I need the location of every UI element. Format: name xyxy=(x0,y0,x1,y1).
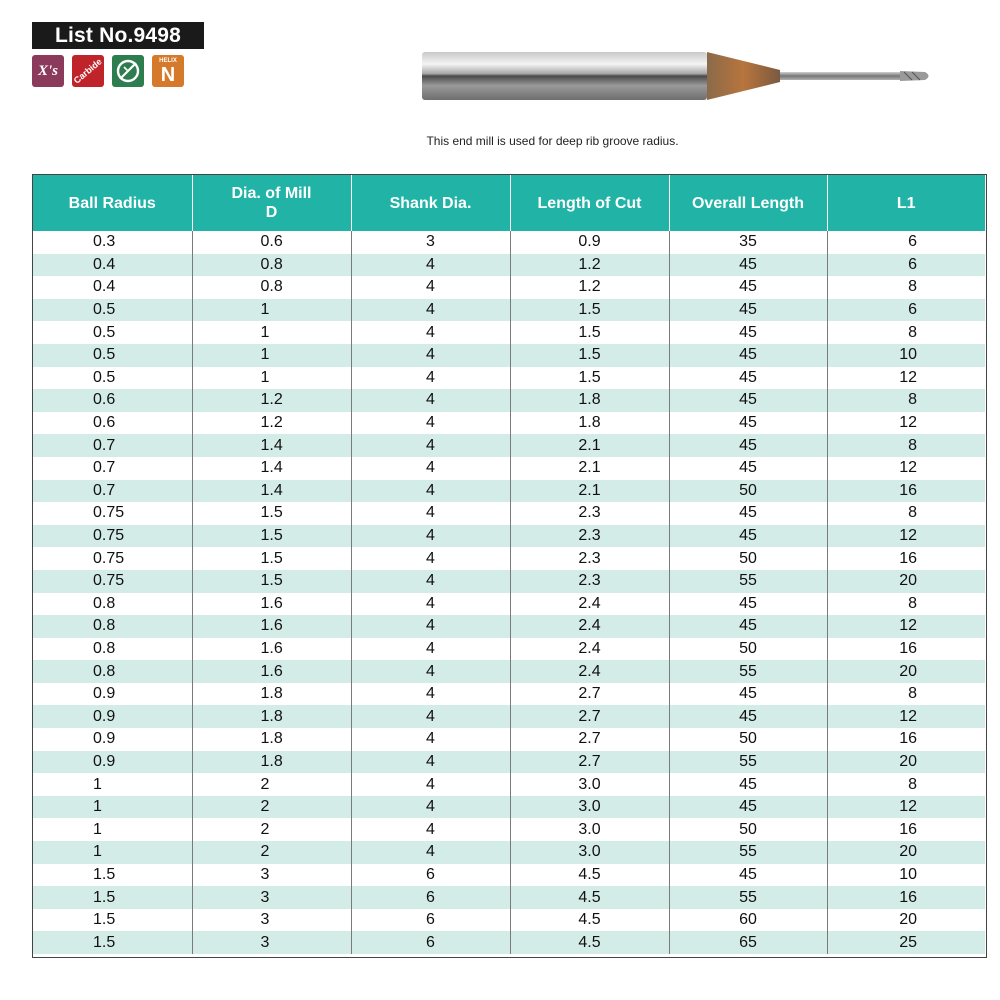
table-cell: 50 xyxy=(669,818,827,841)
table-cell: 4.5 xyxy=(510,931,669,954)
table-cell: 1 xyxy=(33,773,192,796)
table-cell: 0.8 xyxy=(33,638,192,661)
table-cell: 0.5 xyxy=(33,344,192,367)
table-cell: 3 xyxy=(192,864,351,887)
table-cell: 50 xyxy=(669,728,827,751)
table-cell: 8 xyxy=(827,683,985,706)
table-cell: 4 xyxy=(351,344,510,367)
table-row xyxy=(33,728,985,751)
table-row xyxy=(33,864,985,887)
table-cell: 1 xyxy=(192,344,351,367)
table-cell: 16 xyxy=(827,638,985,661)
table-cell: 6 xyxy=(827,254,985,277)
table-cell: 12 xyxy=(827,412,985,435)
table-row xyxy=(33,254,985,277)
table-cell: 4 xyxy=(351,525,510,548)
table-cell: 2.1 xyxy=(510,434,669,457)
table-row xyxy=(33,615,985,638)
table-cell: 6 xyxy=(351,909,510,932)
table-cell: 3.0 xyxy=(510,841,669,864)
table-row xyxy=(33,480,985,503)
table-cell: 2.7 xyxy=(510,751,669,774)
table-cell: 20 xyxy=(827,751,985,774)
table-cell: 0.9 xyxy=(33,705,192,728)
table-cell: 50 xyxy=(669,480,827,503)
table-cell: 2.1 xyxy=(510,480,669,503)
table-cell: 45 xyxy=(669,321,827,344)
carbide-icon xyxy=(72,55,104,87)
table-cell: 4 xyxy=(351,434,510,457)
table-cell: 1.5 xyxy=(192,570,351,593)
list-number-label: List No.9498 xyxy=(32,22,204,49)
table-cell: 4 xyxy=(351,660,510,683)
table-cell: 4 xyxy=(351,683,510,706)
column-header-label: Overall Length xyxy=(691,194,805,212)
table-cell: 2.3 xyxy=(510,525,669,548)
table-cell: 4.5 xyxy=(510,909,669,932)
table-row xyxy=(33,231,985,254)
table-cell: 0.3 xyxy=(33,231,192,254)
table-cell: 1.5 xyxy=(33,931,192,954)
table-cell: 0.9 xyxy=(33,751,192,774)
usage-caption: This end mill is used for deep rib groove radius. xyxy=(426,134,679,148)
table-cell: 16 xyxy=(827,547,985,570)
table-cell: 45 xyxy=(669,773,827,796)
table-row xyxy=(33,344,985,367)
table-cell: 0.8 xyxy=(192,254,351,277)
table-cell: 45 xyxy=(669,615,827,638)
table-cell: 1.8 xyxy=(510,412,669,435)
table-cell: 50 xyxy=(669,547,827,570)
table-row xyxy=(33,751,985,774)
table-cell: 0.75 xyxy=(33,525,192,548)
table-row xyxy=(33,321,985,344)
table-cell: 2.4 xyxy=(510,593,669,616)
table-cell: 2.7 xyxy=(510,728,669,751)
table-cell: 1.4 xyxy=(192,480,351,503)
table-cell: 4 xyxy=(351,796,510,819)
table-cell: 4 xyxy=(351,818,510,841)
table-row xyxy=(33,570,985,593)
table-cell: 0.75 xyxy=(33,502,192,525)
table-row xyxy=(33,434,985,457)
table-cell: 45 xyxy=(669,796,827,819)
column-header-sublabel: D xyxy=(265,204,278,221)
table-cell: 12 xyxy=(827,525,985,548)
table-cell: 45 xyxy=(669,276,827,299)
table-row xyxy=(33,660,985,683)
table-cell: 0.5 xyxy=(33,367,192,390)
table-cell: 12 xyxy=(827,796,985,819)
coating-icon xyxy=(112,55,144,87)
table-cell: 1.6 xyxy=(192,593,351,616)
column-header-label: Ball Radius xyxy=(68,194,156,212)
table-cell: 4 xyxy=(351,276,510,299)
table-cell: 0.9 xyxy=(33,728,192,751)
table-cell: 45 xyxy=(669,502,827,525)
table-cell: 1.6 xyxy=(192,660,351,683)
table-cell: 1.5 xyxy=(33,886,192,909)
end-mill-illustration xyxy=(420,48,940,108)
table-cell: 2.4 xyxy=(510,615,669,638)
table-cell: 1 xyxy=(33,818,192,841)
table-cell: 1.2 xyxy=(510,254,669,277)
table-cell: 2.3 xyxy=(510,547,669,570)
table-cell: 1.8 xyxy=(192,705,351,728)
table-cell: 2 xyxy=(192,841,351,864)
table-cell: 2.3 xyxy=(510,570,669,593)
helix-badge-small-text: HELIX xyxy=(159,58,177,64)
table-cell: 4 xyxy=(351,457,510,480)
table-cell: 4 xyxy=(351,321,510,344)
table-cell: 4 xyxy=(351,615,510,638)
column-header-label: Shank Dia. xyxy=(389,194,472,212)
table-cell: 1 xyxy=(192,367,351,390)
table-row xyxy=(33,773,985,796)
table-cell: 10 xyxy=(827,864,985,887)
table-cell: 4 xyxy=(351,841,510,864)
table-cell: 4.5 xyxy=(510,864,669,887)
table-cell: 12 xyxy=(827,615,985,638)
table-cell: 8 xyxy=(827,773,985,796)
table-cell: 25 xyxy=(827,931,985,954)
table-cell: 55 xyxy=(669,570,827,593)
table-cell: 8 xyxy=(827,593,985,616)
table-cell: 1.5 xyxy=(33,909,192,932)
table-cell: 45 xyxy=(669,299,827,322)
table-cell: 16 xyxy=(827,818,985,841)
table-cell: 0.8 xyxy=(192,276,351,299)
table-row xyxy=(33,931,985,954)
table-cell: 55 xyxy=(669,660,827,683)
table-cell: 1.2 xyxy=(192,412,351,435)
table-cell: 1.5 xyxy=(510,344,669,367)
table-row xyxy=(33,276,985,299)
table-cell: 4 xyxy=(351,593,510,616)
table-cell: 4 xyxy=(351,412,510,435)
table-cell: 35 xyxy=(669,231,827,254)
column-header xyxy=(33,175,192,231)
table-cell: 12 xyxy=(827,705,985,728)
table-cell: 3.0 xyxy=(510,773,669,796)
table-cell: 2.1 xyxy=(510,457,669,480)
table-cell: 16 xyxy=(827,480,985,503)
table-cell: 0.9 xyxy=(33,683,192,706)
table-cell: 45 xyxy=(669,593,827,616)
table-cell: 0.75 xyxy=(33,547,192,570)
column-header-label: Length of Cut xyxy=(537,194,642,212)
column-header xyxy=(510,175,669,231)
table-header-row xyxy=(33,175,985,231)
table-cell: 8 xyxy=(827,276,985,299)
column-header xyxy=(192,175,351,231)
table-cell: 55 xyxy=(669,886,827,909)
table-cell: 0.8 xyxy=(33,660,192,683)
table-cell: 50 xyxy=(669,638,827,661)
table-cell: 3 xyxy=(192,886,351,909)
column-header-label: Dia. of Mill xyxy=(231,185,312,202)
table-row xyxy=(33,841,985,864)
table-cell: 4 xyxy=(351,547,510,570)
table-row xyxy=(33,705,985,728)
table-cell: 3.0 xyxy=(510,818,669,841)
table-cell: 4 xyxy=(351,638,510,661)
table-cell: 2.7 xyxy=(510,683,669,706)
column-header xyxy=(827,175,985,231)
table-row xyxy=(33,502,985,525)
table-cell: 3 xyxy=(192,931,351,954)
table-cell: 1.8 xyxy=(192,751,351,774)
table-cell: 20 xyxy=(827,570,985,593)
table-cell: 8 xyxy=(827,502,985,525)
column-header xyxy=(351,175,510,231)
helix-n-icon xyxy=(152,55,184,87)
table-cell: 0.7 xyxy=(33,457,192,480)
table-cell: 4 xyxy=(351,773,510,796)
table-cell: 12 xyxy=(827,457,985,480)
table-cell: 16 xyxy=(827,728,985,751)
table-cell: 1.6 xyxy=(192,638,351,661)
table-cell: 45 xyxy=(669,389,827,412)
table-cell: 45 xyxy=(669,683,827,706)
table-cell: 1.5 xyxy=(33,864,192,887)
xs-brand-icon xyxy=(32,55,64,87)
table-cell: 2.4 xyxy=(510,660,669,683)
table-cell: 6 xyxy=(351,886,510,909)
table-cell: 8 xyxy=(827,389,985,412)
table-cell: 1.5 xyxy=(192,547,351,570)
table-cell: 2.3 xyxy=(510,502,669,525)
table-cell: 0.6 xyxy=(33,389,192,412)
carbide-badge-text: Carbide xyxy=(72,56,104,86)
table-cell: 1.2 xyxy=(510,276,669,299)
table-cell: 45 xyxy=(669,412,827,435)
table-row xyxy=(33,299,985,322)
table-cell: 0.7 xyxy=(33,434,192,457)
table-cell: 45 xyxy=(669,705,827,728)
table-cell: 60 xyxy=(669,909,827,932)
table-cell: 45 xyxy=(669,367,827,390)
table-cell: 4 xyxy=(351,751,510,774)
table-cell: 45 xyxy=(669,434,827,457)
table-cell: 1.5 xyxy=(510,299,669,322)
table-cell: 0.6 xyxy=(33,412,192,435)
table-cell: 45 xyxy=(669,457,827,480)
table-cell: 1.5 xyxy=(510,367,669,390)
table-cell: 4 xyxy=(351,299,510,322)
table-row xyxy=(33,457,985,480)
table-row xyxy=(33,389,985,412)
table-cell: 12 xyxy=(827,367,985,390)
table-cell: 1.5 xyxy=(510,321,669,344)
table-body xyxy=(33,231,985,954)
table-cell: 6 xyxy=(351,864,510,887)
table-cell: 0.4 xyxy=(33,254,192,277)
table-cell: 65 xyxy=(669,931,827,954)
table-cell: 3.0 xyxy=(510,796,669,819)
table-cell: 2 xyxy=(192,818,351,841)
table-row xyxy=(33,683,985,706)
feature-badges xyxy=(32,55,184,87)
table-cell: 6 xyxy=(827,299,985,322)
table-cell: 2.7 xyxy=(510,705,669,728)
table-cell: 0.4 xyxy=(33,276,192,299)
table-cell: 6 xyxy=(827,231,985,254)
table-cell: 1 xyxy=(192,299,351,322)
table-cell: 0.8 xyxy=(33,593,192,616)
table-cell: 4 xyxy=(351,367,510,390)
helix-badge-letter: N xyxy=(160,64,176,86)
table-row xyxy=(33,547,985,570)
table-cell: 1 xyxy=(192,321,351,344)
table-cell: 3 xyxy=(192,909,351,932)
table-cell: 20 xyxy=(827,909,985,932)
table-cell: 0.75 xyxy=(33,570,192,593)
table-cell: 4 xyxy=(351,480,510,503)
table-cell: 45 xyxy=(669,525,827,548)
table-cell: 0.6 xyxy=(192,231,351,254)
column-header-label: L1 xyxy=(896,194,916,212)
table-cell: 1.5 xyxy=(192,502,351,525)
table-cell: 45 xyxy=(669,254,827,277)
table-cell: 8 xyxy=(827,321,985,344)
table-cell: 20 xyxy=(827,841,985,864)
table-cell: 2.4 xyxy=(510,638,669,661)
table-cell: 20 xyxy=(827,660,985,683)
table-cell: 4 xyxy=(351,389,510,412)
table-cell: 0.5 xyxy=(33,321,192,344)
table-row xyxy=(33,909,985,932)
table-row xyxy=(33,593,985,616)
table-cell: 1 xyxy=(33,841,192,864)
table-cell: 1 xyxy=(33,796,192,819)
table-cell: 1.2 xyxy=(192,389,351,412)
table-cell: 4.5 xyxy=(510,886,669,909)
table-row xyxy=(33,412,985,435)
table-cell: 16 xyxy=(827,886,985,909)
table-cell: 0.8 xyxy=(33,615,192,638)
table-cell: 1.4 xyxy=(192,434,351,457)
table-row xyxy=(33,886,985,909)
table-cell: 1.5 xyxy=(192,525,351,548)
column-header xyxy=(669,175,827,231)
table-cell: 0.5 xyxy=(33,299,192,322)
table-cell: 55 xyxy=(669,751,827,774)
table-cell: 55 xyxy=(669,841,827,864)
table-row xyxy=(33,818,985,841)
table-cell: 4 xyxy=(351,570,510,593)
table-cell: 45 xyxy=(669,344,827,367)
table-row xyxy=(33,525,985,548)
table-cell: 0.7 xyxy=(33,480,192,503)
table-cell: 4 xyxy=(351,705,510,728)
table-cell: 4 xyxy=(351,254,510,277)
table-row xyxy=(33,638,985,661)
table-cell: 1.8 xyxy=(510,389,669,412)
table-row xyxy=(33,796,985,819)
table-cell: 6 xyxy=(351,931,510,954)
table-cell: 2 xyxy=(192,796,351,819)
spec-table xyxy=(33,175,985,954)
table-cell: 8 xyxy=(827,434,985,457)
table-cell: 3 xyxy=(351,231,510,254)
table-cell: 1.8 xyxy=(192,728,351,751)
xs-badge-text: X's xyxy=(37,62,58,79)
table-cell: 4 xyxy=(351,728,510,751)
table-row xyxy=(33,367,985,390)
table-cell: 0.9 xyxy=(510,231,669,254)
table-cell: 2 xyxy=(192,773,351,796)
table-cell: 10 xyxy=(827,344,985,367)
table-cell: 1.6 xyxy=(192,615,351,638)
table-cell: 4 xyxy=(351,502,510,525)
table-cell: 1.8 xyxy=(192,683,351,706)
table-cell: 45 xyxy=(669,864,827,887)
table-cell: 1.4 xyxy=(192,457,351,480)
